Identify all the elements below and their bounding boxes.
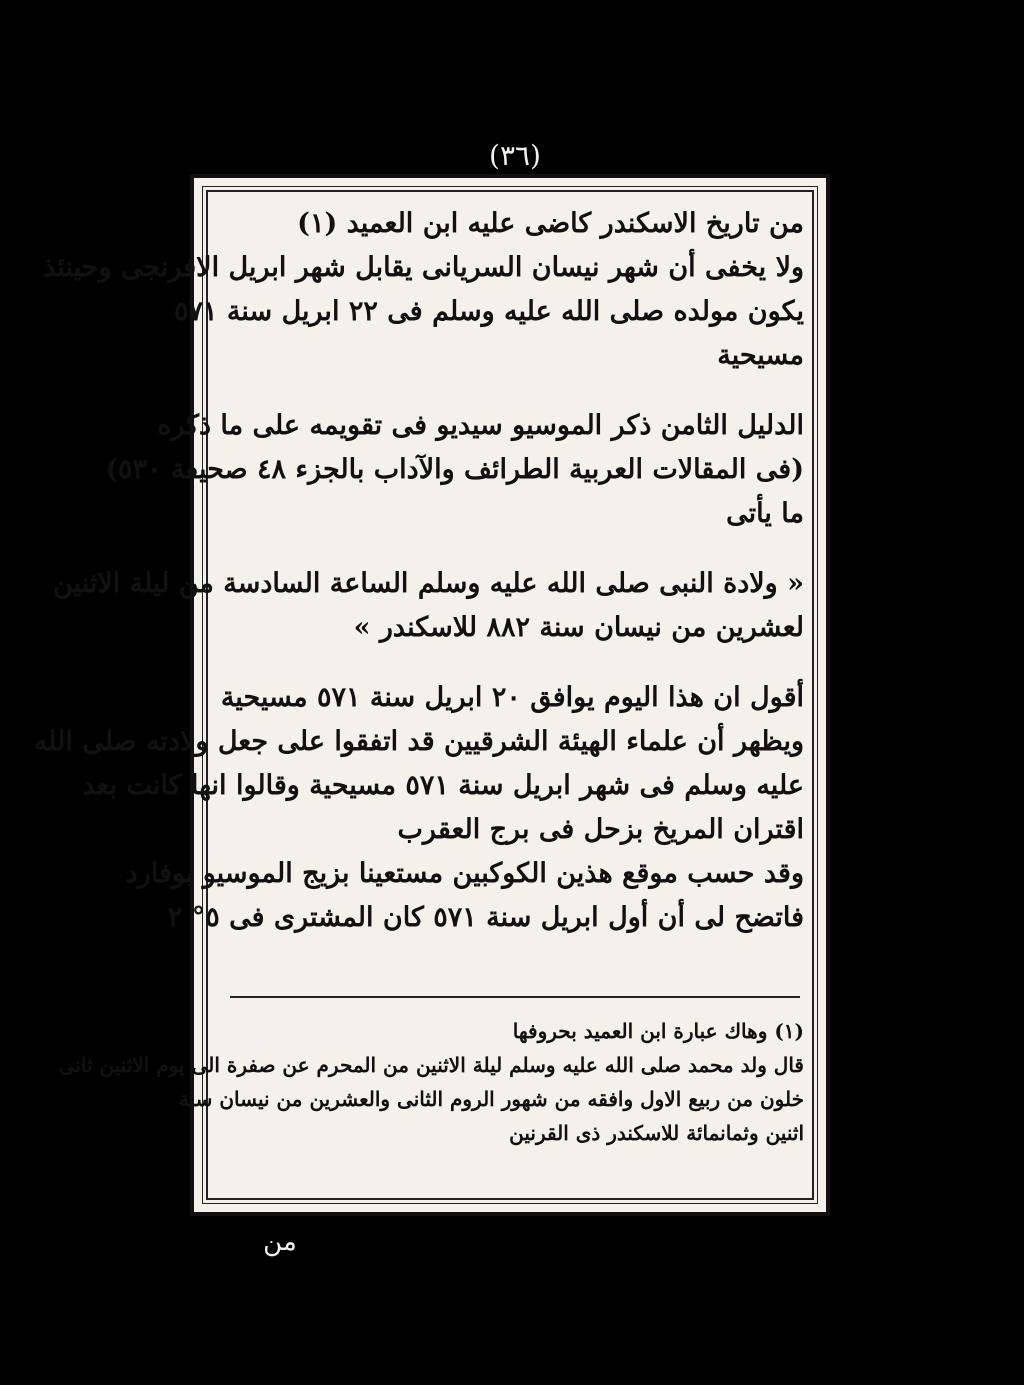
- body-line: أقول ان هذا اليوم يوافق ٢٠ ابريل سنة ٥٧١ مسيحية: [220, 682, 804, 713]
- footnotes: [58, 1014, 804, 1150]
- body-line: فاتضح لى أن أول ابريل سنة ٥٧١ كان المشترى فى ٥° ٢: [167, 902, 804, 933]
- body-line: عليه وسلم فى شهر ابريل سنة ٥٧١ مسيحية وقالوا انها كانت بعد: [82, 770, 804, 801]
- body-text: [33, 202, 804, 940]
- body-line: ولا يخفى أن شهر نيسان السريانى يقابل شهر ابريل الافرنجى وحينئذ: [43, 252, 804, 283]
- body-line: مسيحية: [717, 340, 804, 371]
- body-line: ما يأتى: [726, 498, 804, 529]
- body-line: وقد حسب موقع هذين الكوكبين مستعينا بزيج الموسيو بوفارد: [125, 858, 804, 889]
- page-number: (٣٦): [489, 139, 541, 172]
- footnote-line: اثنين وثمانمائة للاسكندر ذى القرنين: [509, 1121, 804, 1145]
- body-line: يكون مولده صلى الله عليه وسلم فى ٢٢ ابريل سنة ٥٧١: [174, 296, 804, 327]
- footnote-divider: [230, 996, 800, 998]
- body-line: من تاريخ الاسكندر كاضى عليه ابن العميد (١): [297, 208, 804, 239]
- body-line: ويظهر أن علماء الهيئة الشرقيين قد اتفقوا على جعل ولادته صلى الله: [33, 726, 804, 757]
- catchword: من: [263, 1227, 297, 1257]
- body-line: « ولادة النبى صلى الله عليه وسلم الساعة السادسة من ليلة الاثنين: [52, 568, 804, 599]
- body-line: لعشرين من نيسان سنة ٨٨٢ للاسكندر »: [353, 612, 804, 643]
- body-line: الدليل الثامن ذكر الموسيو سيديو فى تقويمه على ما ذكره: [157, 410, 804, 441]
- body-line: (فى المقالات العربية الطرائف والآداب بالجزء ٤٨ صحيفة ٥٣٠): [105, 454, 804, 485]
- footnote-line: قال ولد محمد صلى الله عليه وسلم ليلة الاثنين من المحرم عن صفرة الى يوم الاثنين ثانى: [58, 1053, 804, 1077]
- footnote-line: (١) وهاك عبارة ابن العميد بحروفها: [512, 1019, 804, 1043]
- body-line: اقتران المريخ بزحل فى برج العقرب: [397, 814, 804, 845]
- page-frame: [33, 174, 830, 1216]
- footnote-line: خلون من ربيع الاول وافقه من شهور الروم الثانى والعشرين من نيسان سنة: [178, 1087, 804, 1111]
